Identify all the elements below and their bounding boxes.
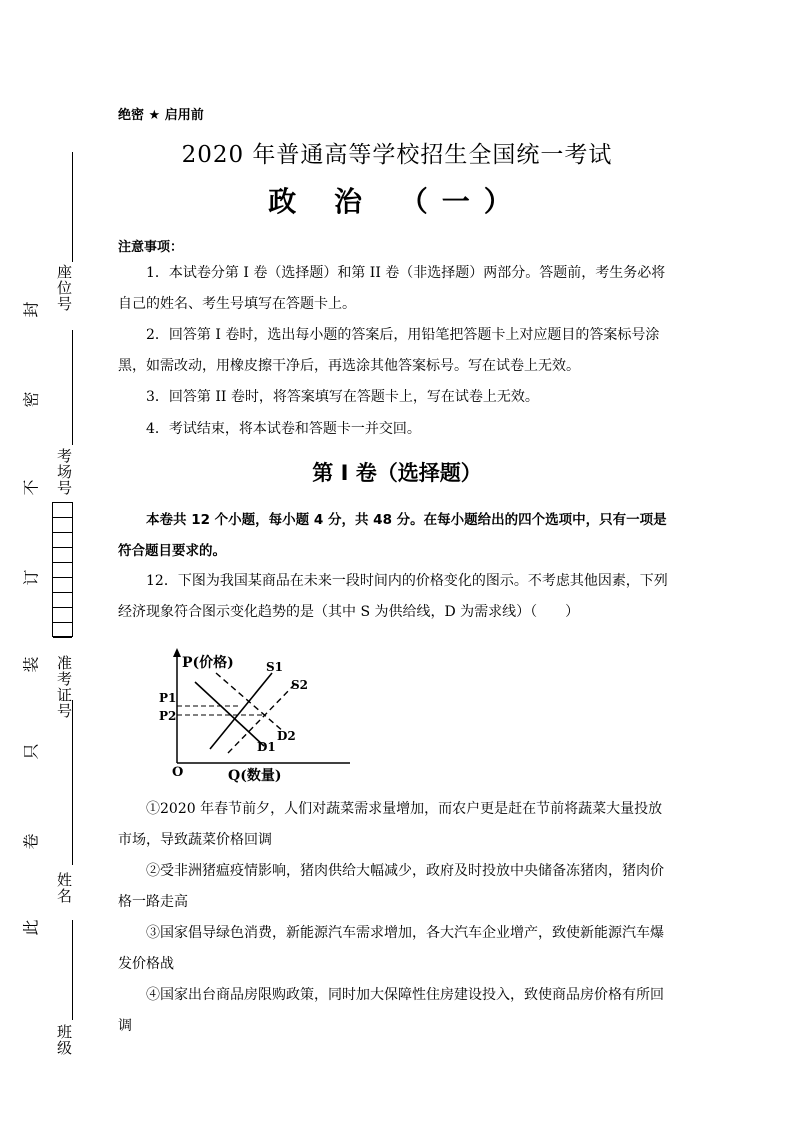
binding-line-2 <box>72 330 73 445</box>
note-item-3 <box>118 382 676 413</box>
notes-label: 注意事项： <box>118 240 184 255</box>
binding-line-4 <box>72 920 73 1020</box>
series-label-d1: D1 <box>257 740 276 754</box>
series-label-d2: D2 <box>277 729 296 743</box>
exam-title: 2020 年普通高等学校招生全国统一考试 <box>181 142 613 168</box>
demand-line-d2 <box>216 673 284 732</box>
seal-char-1: 封 <box>21 301 41 318</box>
seal-char-7: 卷 <box>21 833 41 850</box>
supply-demand-chart <box>150 645 360 785</box>
series-label-s1: S1 <box>266 660 284 674</box>
tick-label-p1: P1 <box>159 691 177 705</box>
field-class: 班级 <box>55 1024 73 1056</box>
option-2 <box>118 856 676 918</box>
option-1-text: ①2020 年春节前夕，人们对蔬菜需求量增加，而农户更是赶在节前将蔬菜大量投放市场，导致蔬菜价格回调 <box>118 801 663 848</box>
section-intro <box>118 505 676 567</box>
series-label-s2: S2 <box>291 678 309 692</box>
field-admission-number: 准考证号 <box>55 655 73 719</box>
confidential-note: 绝密 ★ 启用前 <box>118 108 204 123</box>
field-exam-room: 考场号 <box>55 448 73 496</box>
note-item-1-text: 1．本试卷分第 I 卷（选择题）和第 II 卷（非选择题）两部分。答题前，考生务必将自己的姓名、考生号填写在答题卡上。 <box>118 265 666 312</box>
note-item-2-text: 2．回答第 I 卷时，选出每小题的答案后，用铅笔把答题卡上对应题目的答案标号涂黑，如需改动，用橡皮擦干净后，再选涂其他答案标号。写在试卷上无效。 <box>118 327 660 374</box>
seal-char-8: 此 <box>21 919 41 936</box>
tick-label-p2: P2 <box>159 709 177 723</box>
seal-char-2: 密 <box>21 391 41 408</box>
question-stem <box>118 566 676 628</box>
option-3-text: ③国家倡导绿色消费，新能源汽车需求增加，各大汽车企业增产，致使新能源汽车爆发价格战 <box>118 925 664 972</box>
option-4 <box>118 980 676 1042</box>
chart-ylabel: P(价格) <box>182 655 234 671</box>
exam-number-boxes[interactable] <box>52 502 73 637</box>
section-title: 第 I 卷（选择题） <box>312 461 482 485</box>
binding-line-3 <box>72 700 73 865</box>
demand-line-d1 <box>195 682 264 746</box>
option-3 <box>118 918 676 980</box>
seal-char-6: 只 <box>21 743 41 760</box>
supply-line-s1 <box>210 673 272 749</box>
seal-char-3: 不 <box>21 479 41 496</box>
y-axis-arrow <box>173 648 181 657</box>
note-item-1 <box>118 258 676 320</box>
seal-char-5: 装 <box>21 656 41 673</box>
chart-origin: O <box>172 765 184 780</box>
section-intro-text: 本卷共 12 个小题，每小题 4 分，共 48 分。在每小题给出的四个选项中，只有一项是符合题目要求的。 <box>118 512 667 559</box>
field-name: 姓名 <box>55 872 73 904</box>
note-item-4-text: 4．考试结束，将本试卷和答题卡一并交回。 <box>146 421 421 437</box>
option-1 <box>118 794 676 856</box>
option-2-text: ②受非洲猪瘟疫情影响，猪肉供给大幅减少，政府及时投放中央储备冻猪肉，猪肉价格一路走高 <box>118 863 664 910</box>
subject-title: 政 治 （一） <box>268 185 526 218</box>
seal-char-4: 订 <box>21 569 41 586</box>
note-item-3-text: 3．回答第 II 卷时，将答案填写在答题卡上，写在试卷上无效。 <box>146 389 539 405</box>
question-stem-text: 12．下图为我国某商品在未来一段时间内的价格变化的图示。不考虑其他因素，下列经济现象符合图示变化趋势的是（其中 S 为供给线，D 为需求线）（ ） <box>118 573 668 620</box>
option-4-text: ④国家出台商品房限购政策，同时加大保障性住房建设投入，致使商品房价格有所回调 <box>118 987 664 1034</box>
note-item-2 <box>118 320 676 382</box>
note-item-4 <box>118 414 676 445</box>
chart-xlabel: Q(数量) <box>228 768 282 784</box>
field-seat-number: 座位号 <box>55 264 73 312</box>
